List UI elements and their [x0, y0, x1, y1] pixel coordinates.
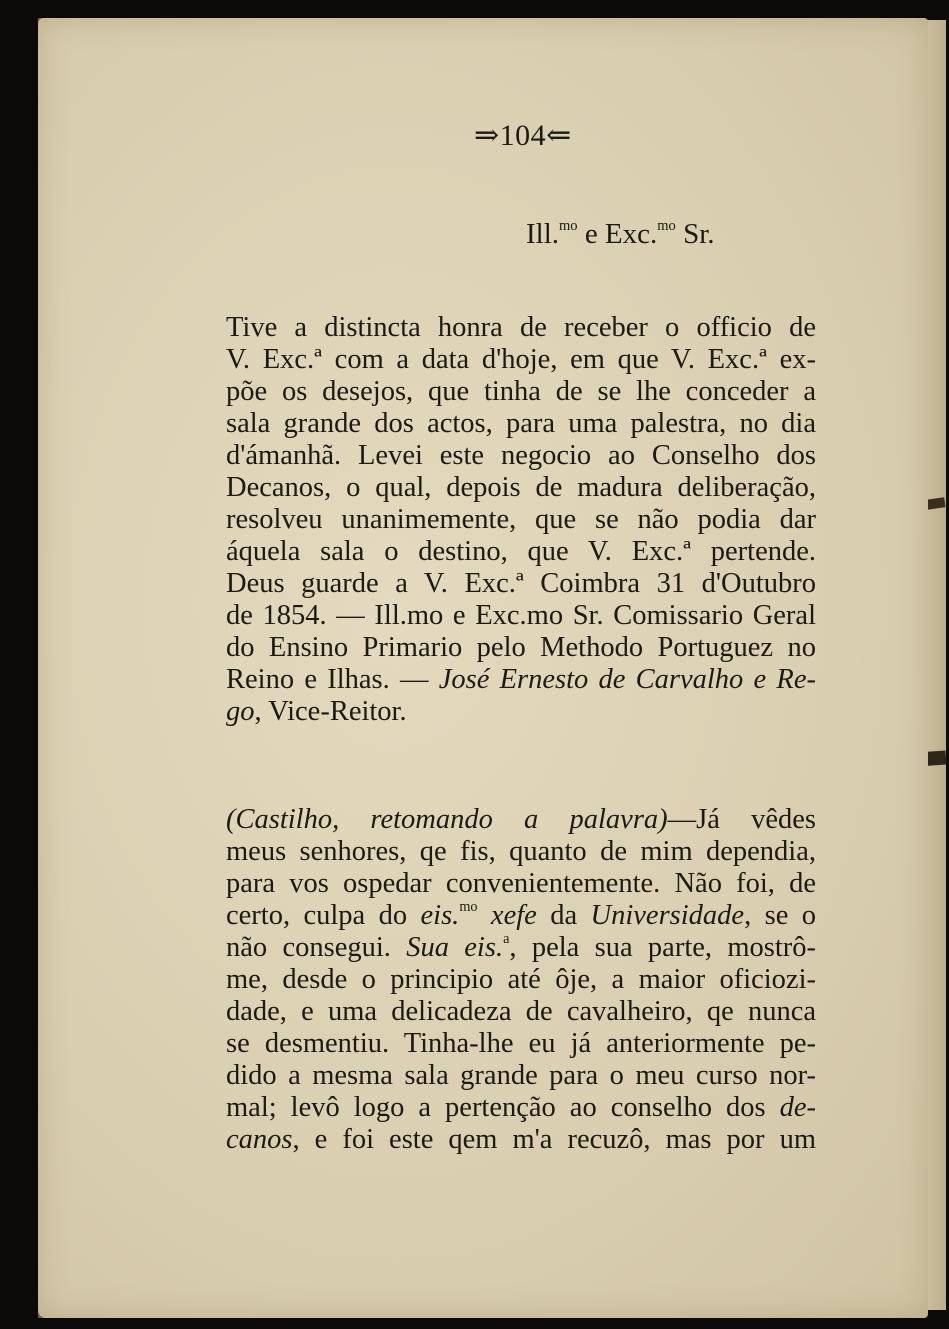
text-line: se desmentiu. Tinha-lhe eu já anteriormente pe- — [226, 1028, 816, 1059]
text-line — [226, 696, 816, 728]
text-run: da — [536, 900, 591, 931]
signatory-name: José Ernesto de Carvalho e Re- — [438, 664, 816, 695]
italic-run: xefe — [477, 900, 537, 931]
text-run: não consegui. — [226, 932, 407, 963]
text-line: dade, e uma delicadeza de cavalheiro, qe nunca — [226, 996, 816, 1027]
letter-salutation — [526, 218, 715, 251]
salutation-text: Sr. — [675, 218, 715, 250]
text-line — [226, 900, 816, 932]
text-run: —Já vêdes — [667, 804, 816, 835]
text-line: d'ámanhã. Levei este negocio ao Conselho dos — [226, 440, 816, 471]
reply-paragraph — [226, 804, 816, 1156]
text-line: V. Exc.ª com a data d'hoje, em que V. Exc.ª ex- — [226, 344, 816, 375]
salutation-superscript: mo — [657, 217, 676, 234]
text-run: , e foi este qem m'a recuzô, mas por um — [292, 1124, 816, 1155]
text-line: Tive a distincta honra de receber o officio de — [226, 312, 816, 343]
speaker-stage-direction: (Castilho, retomando a palavra) — [226, 804, 668, 835]
text-line — [226, 804, 816, 836]
text-line — [226, 664, 816, 696]
signatory-title: , Vice-Reitor. — [254, 696, 407, 727]
letter-body — [226, 312, 816, 728]
salutation-superscript: mo — [559, 217, 578, 234]
text-line: põe os desejos, que tinha de se lhe conceder a — [226, 376, 816, 407]
salutation-text: Ill. — [526, 218, 560, 250]
text-line: dido a mesma sala grande para o meu curso nor- — [226, 1060, 816, 1091]
salutation-text: e Exc. — [577, 218, 658, 250]
text-run: mal; levô logo a pertenção ao conselho dos — [226, 1092, 780, 1123]
text-line: Deus guarde a V. Exc.ª Coimbra 31 d'Outubro — [226, 568, 816, 599]
text-line: áquela sala o destino, que V. Exc.ª pertende. — [226, 536, 816, 567]
text-run: , se o — [744, 900, 816, 931]
italic-run: Universidade — [590, 900, 745, 931]
text-line: meus senhores, qe fis, quanto de mim dependia, — [226, 836, 816, 867]
signatory-name-end: go — [226, 696, 255, 727]
text-line — [226, 1092, 816, 1124]
text-line: para vos ospedar convenientemente. Não foi, de — [226, 868, 816, 899]
italic-run: canos — [226, 1124, 293, 1155]
italic-run: de- — [779, 1092, 816, 1123]
page-number: ⇒104⇐ — [474, 119, 572, 152]
superscript: a — [503, 931, 510, 948]
text-line: Decanos, o qual, depois de madura deliberação, — [226, 472, 816, 503]
italic-run: Sua eis. — [406, 932, 504, 963]
text-line: me, desde o principio até ôje, a maior oficiozi- — [226, 964, 816, 995]
text-line: resolveu unanimemente, que se não podia dar — [226, 504, 816, 535]
text-line: sala grande dos actos, para uma palestra, no dia — [226, 408, 816, 439]
text-line: de 1854. — Ill.mo e Exc.mo Sr. Comissario Geral — [226, 600, 816, 631]
text-line: do Ensino Primario pelo Methodo Portuguez no — [226, 632, 816, 663]
signature-lead: Reino e Ilhas. — — [226, 664, 439, 695]
text-run: , pela sua parte, mostrô- — [509, 932, 816, 963]
text-line — [226, 1124, 816, 1156]
text-line — [226, 932, 816, 964]
italic-run: eis. — [420, 900, 460, 931]
superscript: mo — [459, 899, 478, 916]
text-run: certo, culpa do — [226, 900, 421, 931]
